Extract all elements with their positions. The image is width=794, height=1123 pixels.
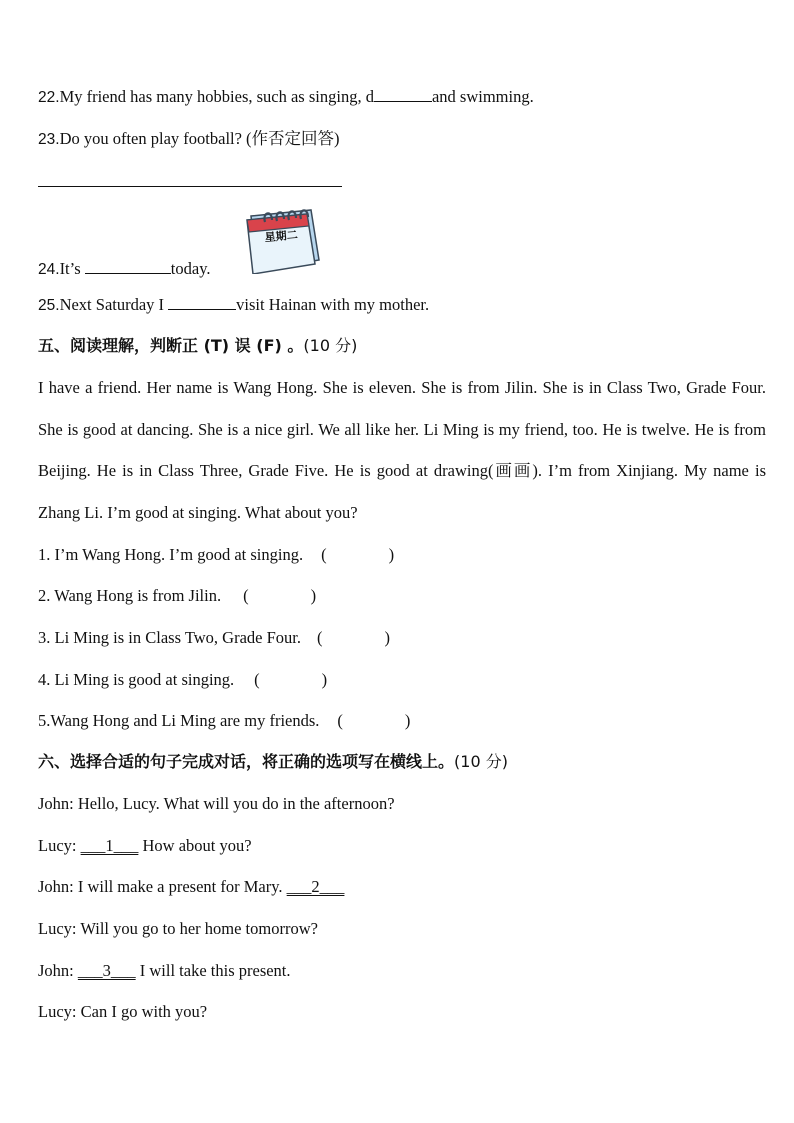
answer-paren-close: ) [310, 586, 317, 605]
calendar-icon [243, 200, 323, 274]
section-score: (10 分) [303, 336, 358, 355]
question-number: 24. [38, 261, 60, 278]
statement-4 [38, 669, 327, 691]
answer-blank[interactable] [168, 294, 236, 310]
dialogue-line-2 [38, 835, 252, 857]
question-number: 22. [38, 89, 60, 106]
question-25 [38, 294, 429, 317]
answer-blank[interactable] [374, 86, 432, 102]
statement-text: 5.Wang Hong and Li Ming are my friends. [38, 711, 320, 730]
answer-line[interactable] [38, 186, 342, 187]
dialogue-text: I will take this present. [139, 961, 291, 980]
answer-paren-close: ) [388, 545, 395, 564]
answer-paren-open: ( [321, 545, 327, 564]
answer-paren-close: ) [404, 711, 411, 730]
question-text-end: visit Hainan with my mother. [236, 295, 430, 314]
question-text: Next Saturday I [59, 295, 169, 314]
answer-blank[interactable] [85, 258, 171, 274]
dialogue-line-4 [38, 918, 318, 940]
statement-text: 4. Li Ming is good at singing. [38, 670, 235, 689]
question-24 [38, 258, 211, 281]
statement-text: 2. Wang Hong is from Jilin. [38, 586, 222, 605]
statement-2 [38, 585, 316, 607]
question-text: Do you often play football? (作否定回答) [59, 129, 340, 148]
dialogue-line-6 [38, 1001, 207, 1023]
answer-paren-open: ( [337, 711, 343, 730]
section-6-heading [38, 751, 508, 773]
question-22 [38, 86, 534, 109]
speaker: John: [38, 877, 74, 896]
dialogue-text: How about you? [142, 836, 252, 855]
question-text: It’s [59, 259, 85, 278]
speaker: John: [38, 794, 74, 813]
answer-paren-close: ) [384, 628, 391, 647]
answer-blank-2[interactable]: ___2___ [286, 877, 345, 896]
section-title: 六、选择合适的句子完成对话，将正确的选项写在横线上。 [38, 752, 455, 771]
question-text-end: today. [170, 259, 211, 278]
statement-1 [38, 544, 394, 566]
dialogue-line-5 [38, 960, 291, 982]
speaker: Lucy: [38, 836, 77, 855]
calendar-text: 星期二 [264, 228, 299, 245]
speaker: Lucy: [38, 919, 77, 938]
section-5-heading [38, 335, 357, 357]
section-title: 五、阅读理解，判断正 (T) 误 (F) 。 [38, 336, 304, 355]
dialogue-line-1 [38, 793, 395, 815]
answer-paren-close: ) [321, 670, 328, 689]
question-23 [38, 128, 340, 151]
reading-passage: I have a friend. Her name is Wang Hong. She is eleven. She is from Jilin. She is in Class Two, Grade Four. She is good at dancing. She is a nice girl. We all like her. Li Ming is my friend, too. He is twelve. He is from Beijing. He is in Class Three, Grade Five. He is good at drawing(画画). I’m from Xinjiang. My name is Zhang Li. I’m good at singing. What about you? [38, 378, 766, 522]
dialogue-text: Can I go with you? [80, 1002, 208, 1021]
dialogue-text: Hello, Lucy. What will you do in the afternoon? [77, 794, 395, 813]
dialogue-line-3 [38, 876, 344, 898]
statement-text: 3. Li Ming is in Class Two, Grade Four. [38, 628, 302, 647]
statement-3 [38, 627, 390, 649]
dialogue-text: I will make a present for Mary. [77, 877, 283, 896]
answer-paren-open: ( [254, 670, 260, 689]
answer-paren-open: ( [317, 628, 323, 647]
answer-blank-1[interactable]: ___1___ [80, 836, 139, 855]
dialogue-text: Will you go to her home tomorrow? [80, 919, 318, 938]
question-number: 23. [38, 131, 60, 148]
statement-5 [38, 710, 410, 732]
question-text: My friend has many hobbies, such as singing, d [59, 87, 374, 106]
statement-text: 1. I’m Wang Hong. I’m good at singing. [38, 545, 304, 564]
answer-paren-open: ( [243, 586, 249, 605]
speaker: Lucy: [38, 1002, 77, 1021]
speaker: John: [38, 961, 74, 980]
question-text-end: and swimming. [431, 87, 534, 106]
question-number: 25. [38, 297, 60, 314]
answer-blank-3[interactable]: ___3___ [77, 961, 136, 980]
section-score: (10 分) [454, 752, 508, 771]
